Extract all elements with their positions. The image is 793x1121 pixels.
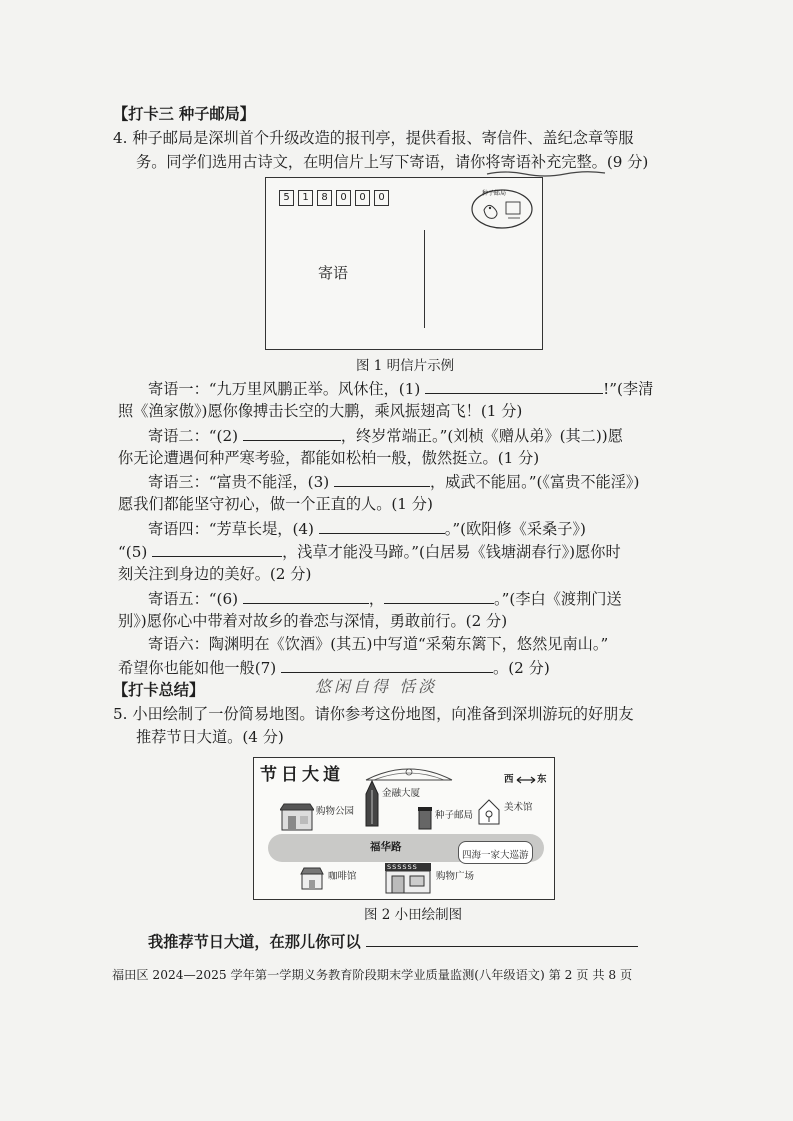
message-5-text: 寄语五：“(6) ， 。”(李白《渡荆门送	[148, 590, 622, 608]
handwritten-answer: 悠闲自得 恬淡	[315, 677, 438, 696]
zip-box: 0	[355, 190, 370, 206]
shopping-park-icon	[280, 802, 314, 832]
postcard-divider	[424, 230, 425, 328]
section-title: 【打卡三 种子邮局】	[113, 105, 255, 123]
question-4-line1: 4. 种子邮局是深圳首个升级改造的报刊亭，提供看报、寄信件、盖纪念章等服	[113, 129, 634, 147]
compass-east-label: 东	[537, 774, 547, 785]
zip-box: 8	[317, 190, 332, 206]
compass-west-label: 西	[504, 774, 514, 785]
answer-blank-6a[interactable]	[243, 588, 369, 604]
post-kiosk-icon	[418, 806, 432, 830]
answer-blank-q5[interactable]	[366, 931, 638, 947]
answer-blank-4[interactable]	[319, 518, 445, 534]
festival-avenue-map	[253, 757, 555, 900]
answer-blank-3[interactable]	[334, 471, 430, 487]
answer-prompt: 我推荐节日大道，在那儿你可以	[148, 931, 638, 952]
message-1-cont: 照《渔家傲》)愿你像搏击长空的大鹏，乘风振翅高飞！(1 分)	[118, 402, 523, 420]
question-5-line1: 5. 小田绘制了一份简易地图。请你参考这份地图，向准备到深圳游玩的好朋友	[113, 705, 634, 723]
shopping-park-label: 购物公园	[316, 806, 355, 817]
question-5-line2: 推荐节日大道。(4 分)	[136, 728, 284, 746]
message-4-text: 寄语四：“芳草长堤，(4) 。”(欧阳修《采桑子》)	[148, 520, 586, 538]
art-museum-label: 美术馆	[504, 802, 533, 813]
message-4-cont: “(5) ，浅草才能没马蹄。”(白居易《钱塘湖春行》)愿你时	[118, 543, 621, 561]
finance-tower-label: 金融大厦	[382, 788, 421, 799]
message-6-cont: 希望你也能如他一般(7) 。(2 分)	[118, 659, 550, 677]
double-arrow-icon	[516, 776, 536, 784]
answer-blank-2[interactable]	[243, 425, 341, 441]
cruise-label: 四海一家大巡游	[462, 850, 529, 861]
map-title: 节日大道	[260, 765, 344, 785]
summary-title: 【打卡总结】	[113, 681, 205, 699]
zip-box: 0	[336, 190, 351, 206]
postcard-message-label: 寄语	[318, 264, 349, 282]
figure-1-caption: 图 1 明信片示例	[356, 358, 455, 374]
cruise-badge	[458, 841, 533, 864]
shopping-plaza-label: 购物广场	[436, 871, 475, 882]
postcard-example	[265, 177, 543, 350]
page-footer: 福田区 2024—2025 学年第一学期义务教育阶段期末学业质量监测(八年级语文) 第 2 页 共 8 页	[112, 968, 633, 982]
message-6-text: 寄语六：陶渊明在《饮酒》(其五)中写道“采菊东篱下，悠然见南山。”	[148, 635, 609, 653]
seed-post-label: 种子邮局	[435, 810, 474, 821]
message-3-cont: 愿我们都能坚守初心，做一个正直的人。(1 分)	[118, 495, 433, 513]
message-2-text: 寄语二：“(2) ，终岁常端正。”(刘桢《赠从弟》(其二))愿	[148, 427, 623, 445]
cafe-label: 咖啡馆	[328, 871, 357, 882]
stamp-text: 种子邮局	[482, 190, 507, 197]
figure-2-caption: 图 2 小田绘制图	[364, 907, 463, 923]
message-3-text: 寄语三：“富贵不能淫，(3) ，威武不能屈。”(《富贵不能淫》)	[148, 473, 640, 491]
road-label: 福华路	[370, 841, 402, 853]
zip-box: 0	[374, 190, 389, 206]
answer-blank-1[interactable]	[425, 378, 603, 394]
message-2-cont: 你无论遭遇何种严寒考验，都能如松柏一般，傲然挺立。(1 分)	[118, 449, 540, 467]
finance-tower-icon	[364, 780, 380, 828]
answer-blank-6b[interactable]	[384, 588, 494, 604]
message-5-cont: 别》)愿你心中带着对故乡的眷恋与深情，勇敢前行。(2 分)	[118, 612, 508, 630]
answer-blank-7[interactable]	[281, 657, 493, 673]
message-4-end: 刻关注到身边的美好。(2 分)	[118, 565, 312, 583]
message-1-text: 寄语一：“九万里风鹏正举。风休住，(1) !”(李清	[148, 380, 654, 398]
art-museum-icon	[478, 798, 500, 826]
cafe-icon	[300, 866, 324, 890]
answer-blank-5[interactable]	[152, 541, 282, 557]
plaza-sign: SSSSSS	[387, 863, 418, 871]
zip-box: 1	[298, 190, 313, 206]
zip-box: 5	[279, 190, 294, 206]
question-4-line2: 务。同学们选用古诗文，在明信片上写下寄语，请你将寄语补充完整。(9 分)	[136, 153, 649, 171]
